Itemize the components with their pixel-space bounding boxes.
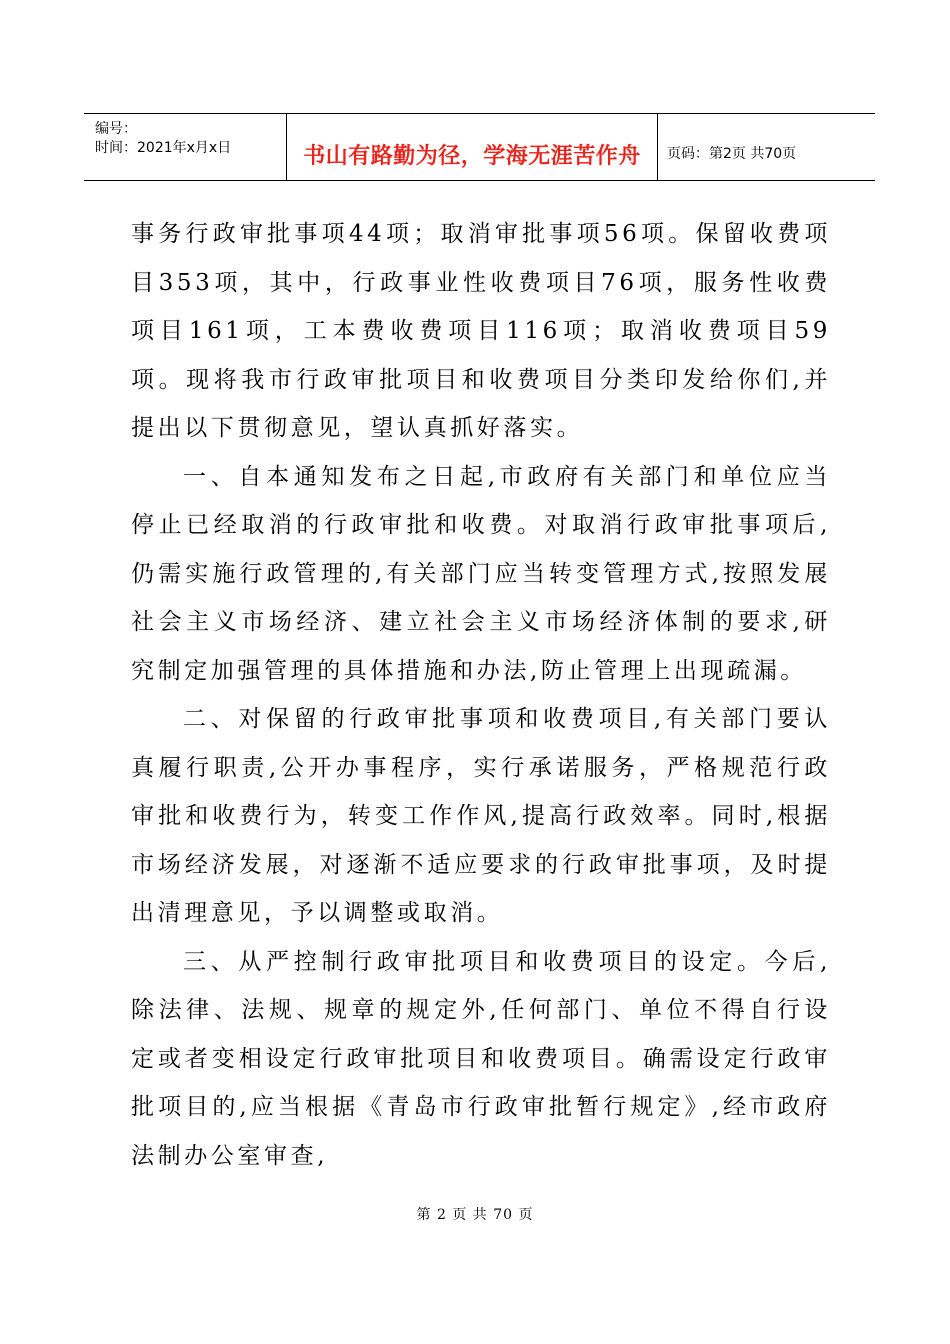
- document-number-label: 编号：: [95, 121, 137, 137]
- body-paragraph-item-2: 二、对保留的行政审批事项和收费项目,有关部门要认真履行职责,公开办事程序，实行承诺服务，严格规范行政审批和收费行为，转变工作作风,提高行政效率。同时,根据市场经济发展，对逐渐不适应要求的行政审批事项，及时提出清理意见，予以调整或取消。: [131, 706, 831, 926]
- header-page-info: [658, 114, 875, 180]
- body-paragraph-item-1: 一、自本通知发布之日起,市政府有关部门和单位应当停止已经取消的行政审批和收费。对取消行政审批事项后,仍需实施行政管理的,有关部门应当转变管理方式,按照发展社会主义市场经济、建立社会主义市场经济体制的要求,研究制定加强管理的具体措施和办法,防止管理上出现疏漏。: [131, 463, 831, 684]
- document-body: [131, 210, 831, 1180]
- document-header: [84, 113, 875, 181]
- header-motto-cell: [286, 114, 658, 180]
- page-footer: [0, 1204, 950, 1224]
- body-paragraph-continued: 事务行政审批事项44项；取消审批事项56项。保留收费项目353项，其中，行政事业性收费项目76项，服务性收费项目161项，工本费收费项目116项；取消收费项目59项。现将我市行政审批项目和收费项目分类印发给你们,并提出以下贯彻意见，望认真抓好落实。: [131, 221, 831, 441]
- header-meta: [84, 114, 286, 180]
- footer-page-number: 第 2 页 共 70 页: [416, 1207, 534, 1223]
- header-page-number: 页码：第2页 共70页: [667, 146, 797, 162]
- document-time-label: 时间：2021年x月x日: [95, 140, 232, 156]
- header-motto: 书山有路勤为径，学海无涯苦作舟: [303, 143, 641, 169]
- body-paragraph-item-3: 三、从严控制行政审批项目和收费项目的设定。今后,除法律、法规、规章的规定外,任何部门、单位不得自行设定或者变相设定行政审批项目和收费项目。确需设定行政审批项目的,应当根据《青岛市行政审批暂行规定》,经市政府法制办公室审查,: [131, 948, 831, 1169]
